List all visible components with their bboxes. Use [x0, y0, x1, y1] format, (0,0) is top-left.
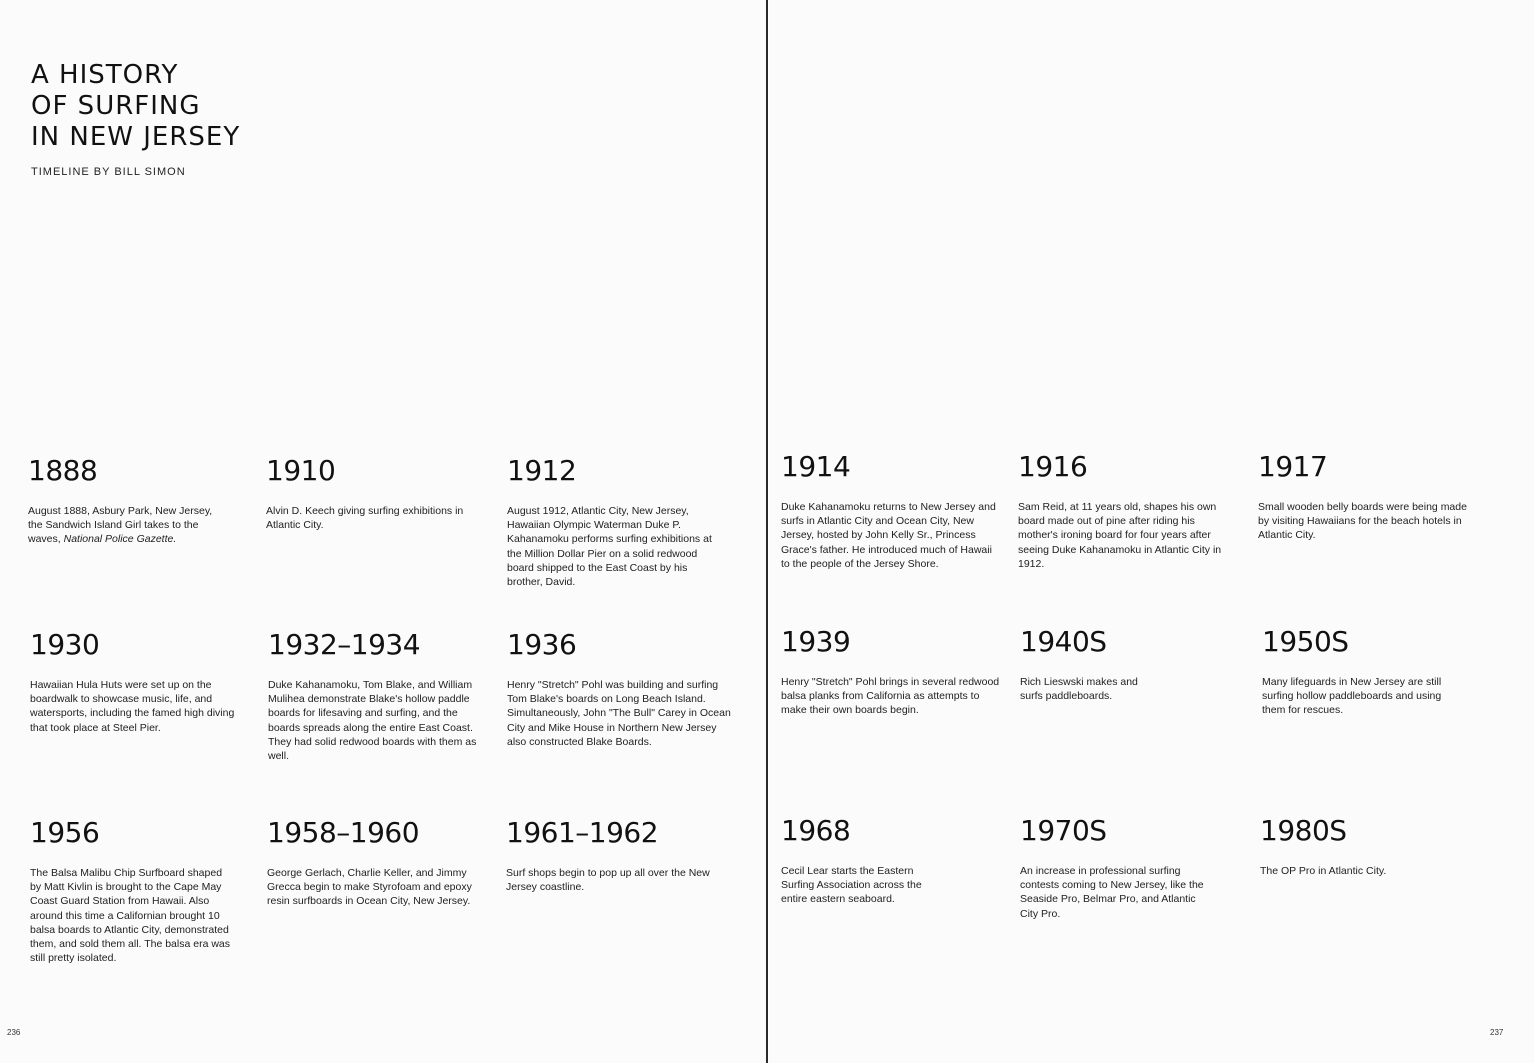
timeline-entry-1956	[30, 816, 235, 965]
timeline-entry-1939	[781, 625, 1006, 718]
entry-description: August 1888, Asbury Park, New Jersey, the Sandwich Island Girl takes to the waves, National Police Gazette.	[28, 505, 213, 546]
entry-year: 1914	[781, 450, 851, 483]
byline: TIMELINE BY BILL SIMON	[31, 166, 186, 178]
timeline-entry-1940s	[1020, 625, 1160, 703]
entry-description: An increase in professional surfing contests coming to New Jersey, like the Seaside Pro, Belmar Pro, and Atlantic City Pro.	[1020, 865, 1204, 920]
entry-description: Many lifeguards in New Jersey are still surfing hollow paddleboards and using them for rescues.	[1262, 676, 1442, 717]
entry-year: 1961–1962	[506, 816, 659, 849]
title-line-2: OF SURFING	[31, 91, 201, 121]
entry-description: Duke Kahanamoku returns to New Jersey and surfs in Atlantic City and Ocean City, New Jersey, hosted by John Kelly Sr., Princess Grace's father. He introduced much of Hawaii to the people of the Jersey Shore.	[781, 501, 996, 570]
title-line-1: A HISTORY	[31, 60, 179, 90]
timeline-entry-1917	[1258, 450, 1473, 543]
spine-divider	[766, 0, 768, 1063]
entry-description: Cecil Lear starts the Eastern Surfing Association across the entire eastern seaboard.	[781, 865, 922, 906]
timeline-entry-1932-1934	[268, 628, 483, 763]
timeline-entry-1930	[30, 628, 245, 735]
timeline-entry-1980s	[1260, 814, 1475, 878]
entry-year: 1932–1934	[268, 628, 421, 661]
left-page	[0, 0, 766, 1063]
entry-description: Rich Lieswski makes and surfs paddleboards.	[1020, 676, 1138, 703]
entry-description: The OP Pro in Atlantic City.	[1260, 865, 1387, 877]
timeline-entry-1958-1960	[267, 816, 482, 909]
timeline-entry-1970s	[1020, 814, 1205, 921]
timeline-entry-1912	[507, 454, 722, 589]
timeline-entry-1914	[781, 450, 996, 571]
entry-year: 1980S	[1260, 814, 1347, 847]
entry-year: 1940S	[1020, 625, 1107, 658]
entry-year: 1930	[30, 628, 100, 661]
entry-year: 1939	[781, 625, 851, 658]
page-number-left: 236	[7, 1028, 21, 1037]
entry-description: Duke Kahanamoku, Tom Blake, and William Mulihea demonstrate Blake's hollow paddle boards for lifesaving and surfing, and the boards spreads along the entire East Coast. They had solid redwood boards with them as well.	[268, 679, 477, 763]
entry-year: 1916	[1018, 450, 1088, 483]
entry-year: 1888	[28, 454, 98, 487]
page-number-right: 237	[1490, 1028, 1504, 1037]
entry-year: 1910	[266, 454, 336, 487]
entry-description: Surf shops begin to pop up all over the New Jersey coastline.	[506, 867, 710, 894]
entry-year: 1968	[781, 814, 851, 847]
entry-year: 1936	[507, 628, 577, 661]
title-line-3: IN NEW JERSEY	[31, 122, 241, 152]
entry-description: Henry "Stretch" Pohl brings in several redwood balsa planks from California as attempts to make their own boards begin.	[781, 676, 1000, 717]
entry-description: August 1912, Atlantic City, New Jersey, Hawaiian Olympic Waterman Duke P. Kahanamoku performs surfing exhibitions at the Million Dollar Pier on a solid redwood board shipped to the East Coast by his brother, David.	[507, 505, 712, 589]
entry-year: 1958–1960	[267, 816, 420, 849]
entry-year: 1950S	[1262, 625, 1349, 658]
entry-description: George Gerlach, Charlie Keller, and Jimmy Grecca begin to make Styrofoam and epoxy resin surfboards in Ocean City, New Jersey.	[267, 867, 472, 908]
entry-description: Alvin D. Keech giving surfing exhibitions in Atlantic City.	[266, 505, 464, 532]
timeline-entry-1961-1962	[506, 816, 721, 894]
entry-year: 1912	[507, 454, 577, 487]
page-title	[31, 60, 240, 153]
timeline-entry-1888	[28, 454, 228, 547]
entry-description: Hawaiian Hula Huts were set up on the boardwalk to showcase music, life, and watersports, including the famed high diving that took place at Steel Pier.	[30, 679, 235, 734]
entry-year: 1970S	[1020, 814, 1107, 847]
publication-name: National Police Gazette.	[63, 533, 177, 546]
timeline-entry-1950s	[1262, 625, 1457, 718]
timeline-entry-1968	[781, 814, 941, 907]
entry-year: 1956	[30, 816, 100, 849]
entry-year: 1917	[1258, 450, 1328, 483]
entry-description: Henry "Stretch" Pohl was building and surfing Tom Blake's boards on Long Beach Island. Simultaneously, John "The Bull" Carey in Ocean City and Mike House in Northern New Jersey also constructed Blake Boards.	[507, 679, 731, 748]
timeline-entry-1910	[266, 454, 481, 532]
timeline-entry-1936	[507, 628, 732, 749]
entry-description: Small wooden belly boards were being made by visiting Hawaiians for the beach hotels in Atlantic City.	[1258, 501, 1467, 542]
timeline-entry-1916	[1018, 450, 1233, 571]
entry-description: Sam Reid, at 11 years old, shapes his own board made out of pine after riding his mother's ironing board for four years after seeing Duke Kahanamoku in Atlantic City in 1912.	[1018, 501, 1222, 570]
right-page	[769, 0, 1534, 1063]
entry-description: The Balsa Malibu Chip Surfboard shaped by Matt Kivlin is brought to the Cape May Coast Guard Station from Hawaii. Also around this time a Californian brought 10 balsa boards to Atlantic City, demonstrated them, and sold them all. The balsa era was still pretty isolated.	[30, 867, 230, 965]
